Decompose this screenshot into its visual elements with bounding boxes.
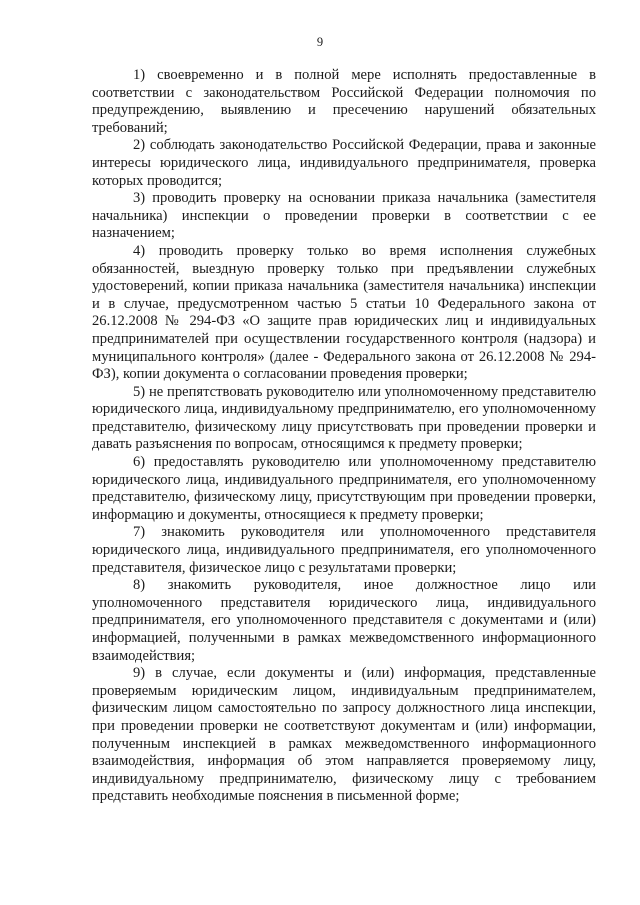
list-item: 8) знакомить руководителя, иное должностное лицо или уполномоченного представителя юридического лица, индивидуального предпринимателя, его уполномоченного представителя с документами и (или) информацией, полученными в рамках межведомственного информационного взаимодействия; (92, 577, 596, 664)
page-number: 9 (316, 35, 324, 49)
list-item: 1) своевременно и в полной мере исполнять предоставленные в соответствии с законодательством Российской Федерации полномочия по предупреждению, выявлению и пресечению нарушений обязательных требований; (92, 67, 596, 136)
list-item: 9) в случае, если документы и (или) информация, представленные проверяемым юридическим лицом, индивидуальным предпринимателем, физическим лицом самостоятельно по запросу должностного лица инспекции, при проведении проверки не соответствуют документам и (или) информации, полученным инспекцией в рамках межведомственного информационного взаимодействия, информация об этом направляется проверяемому лицу, индивидуальному предпринимателю, физическому лицу с требованием представить необходимые пояснения в письменной форме; (92, 665, 596, 805)
list-item: 3) проводить проверку на основании приказа начальника (заместителя начальника) инспекции о проведении проверки в соответствии с ее назначением; (92, 190, 596, 242)
page-body (92, 67, 596, 806)
list-item: 6) предоставлять руководителю или уполномоченному представителю юридического лица, индивидуального предпринимателя, его уполномоченному представителю, физическому лицу, присутствующим при проведении проверки, информацию и документы, относящиеся к предмету проверки; (92, 454, 596, 523)
list-item: 2) соблюдать законодательство Российской Федерации, права и законные интересы юридического лица, индивидуального предпринимателя, проверка которых проводится; (92, 137, 596, 189)
list-item: 5) не препятствовать руководителю или уполномоченному представителю юридического лица, индивидуальному предпринимателю, его уполномоченному представителю, физическому лицу присутствовать при проведении проверки и давать разъяснения по вопросам, относящимся к предмету проверки; (92, 383, 596, 453)
list-item: 4) проводить проверку только во время исполнения служебных обязанностей, выездную проверку только при предъявлении служебных удостоверений, копии приказа начальника (заместителя начальника) инспекции и в случае, предусмотренном частью 5 статьи 10 Федерального закона от 26.12.2008 № 294-ФЗ «О защите прав юридических лиц и индивидуальных предпринимателей при осуществлении государственного контроля (надзора) и муниципального контроля» (далее - Федерального закона от 26.12.2008 № 294-ФЗ), копии документа о согласовании проведения проверки; (92, 242, 596, 383)
list-item: 7) знакомить руководителя или уполномоченного представителя юридического лица, индивидуального предпринимателя, его уполномоченного представителя, физическое лицо с результатами проверки; (92, 524, 596, 576)
